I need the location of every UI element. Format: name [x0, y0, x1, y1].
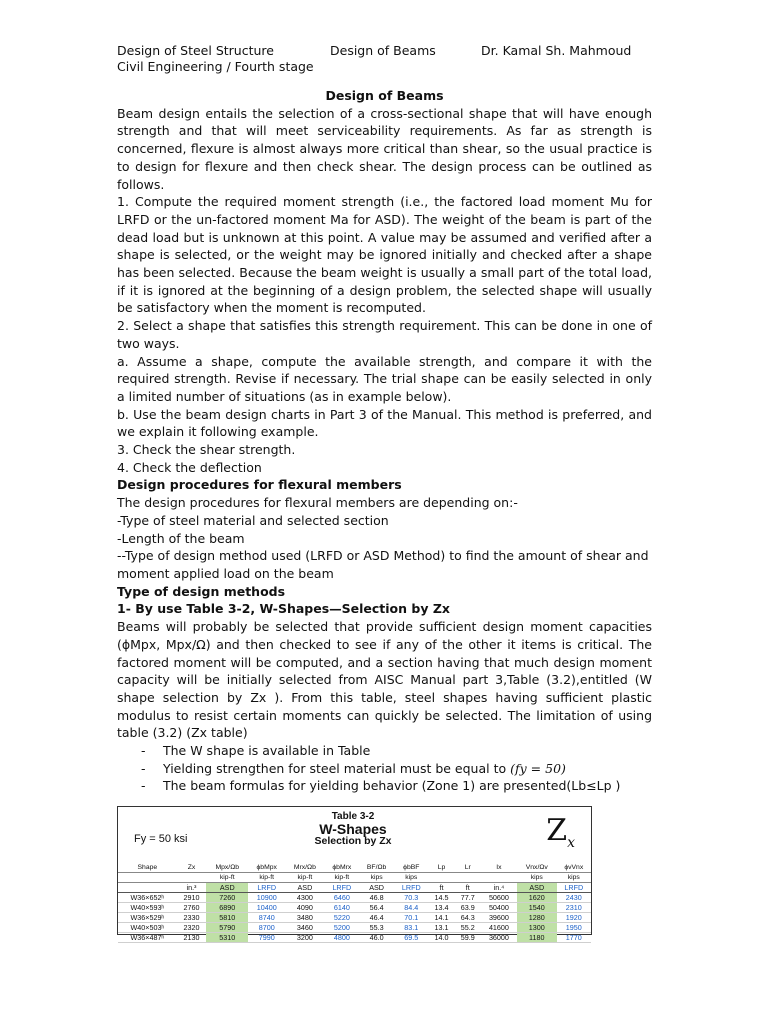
table-subheader-cell: kip-ft	[248, 873, 285, 883]
table-header-cell: Mrx/Ωb	[285, 863, 325, 873]
table-cell: 3200	[285, 933, 325, 943]
table-cell: 2430	[557, 893, 591, 903]
fy-label: Fy = 50 ksi	[134, 833, 188, 845]
heading-table-3-2: 1- By use Table 3-2, W-Shapes—Selection by Zx	[117, 601, 450, 617]
table-cell: 84.4	[394, 903, 428, 913]
table-cell: 1770	[557, 933, 591, 943]
header-course: Design of Steel Structure	[117, 43, 274, 58]
table-cell: 14.1	[428, 913, 454, 923]
table-cell: 55.3	[359, 923, 394, 933]
table-unit-cell: in.³	[177, 883, 207, 893]
table-unit-cell: ASD	[285, 883, 325, 893]
table-cell: 10400	[248, 903, 285, 913]
table-cell: 46.0	[359, 933, 394, 943]
table-row	[118, 913, 591, 923]
table-cell: 7990	[248, 933, 285, 943]
table-header-cell: Ix	[481, 863, 517, 873]
table-header-cell: ϕbMpx	[248, 863, 285, 873]
table-cell: 6140	[325, 903, 359, 913]
table-cell: 1950	[557, 923, 591, 933]
table-cell: 41600	[481, 923, 517, 933]
table-cell: 55.2	[455, 923, 481, 933]
table-cell: 8700	[248, 923, 285, 933]
table-cell: W36×652ʰ	[118, 893, 177, 903]
table-title: Table 3-2 W-Shapes Selection by Zx	[314, 811, 392, 847]
table-cell: W40×593ʰ	[118, 903, 177, 913]
table-cell: W40×503ʰ	[118, 923, 177, 933]
table-cell: 1300	[517, 923, 557, 933]
paragraph-intro: Beam design entails the selection of a cross-sectional shape that will have enough strength and that will meet serviceability requirements. As far as strength is concerned, flexure is almost always more critical than shear, so the usual practice is to design for flexure and then check shear. The design process can be outlined as follows.	[117, 105, 652, 192]
table-cell: 56.4	[359, 903, 394, 913]
table-row	[118, 923, 591, 933]
table-cell: 50400	[481, 903, 517, 913]
table-unit-cell: ft	[455, 883, 481, 893]
table-unit-cell: LRFD	[325, 883, 359, 893]
table-header-cell: Shape	[118, 863, 177, 873]
table-unit-cell: ASD	[517, 883, 557, 893]
list-item: - Yielding strengthen for steel material must be equal to (𝑓𝑦 = 50)	[141, 760, 652, 778]
table-cell: 1920	[557, 913, 591, 923]
table-subheader-cell: kips	[359, 873, 394, 883]
table-unit-cell: LRFD	[248, 883, 285, 893]
table-cell: W36×487ʰ	[118, 933, 177, 943]
table-header-cell: BF/Ωb	[359, 863, 394, 873]
table-subheader-cell: kips	[394, 873, 428, 883]
document-body	[117, 87, 652, 795]
paragraph-step3: 3. Check the shear strength.	[117, 442, 296, 458]
paragraph-step2b: b. Use the beam design charts in Part 3 of the Manual. This method is preferred, and we explain it following example.	[117, 406, 652, 440]
table-cell: 6890	[206, 903, 248, 913]
table-row	[118, 903, 591, 913]
table-cell: 46.4	[359, 913, 394, 923]
paragraph-step2a: a. Assume a shape, compute the available strength, and compare it with the required strength. Revise if necessary. The trial shape can be easily selected in only a limited number of situations (as in example below).	[117, 353, 652, 404]
table-cell: 39600	[481, 913, 517, 923]
table-header-cell: Lr	[455, 863, 481, 873]
heading-design-methods: Type of design methods	[117, 583, 286, 599]
table-header-cell: Mpx/Ωb	[206, 863, 248, 873]
table-cell: 70.1	[394, 913, 428, 923]
table-units-row	[118, 883, 591, 893]
table-cell: 5310	[206, 933, 248, 943]
table-cell: 1620	[517, 893, 557, 903]
table-unit-cell: ft	[428, 883, 454, 893]
table-cell: 77.7	[455, 893, 481, 903]
header-department: Civil Engineering / Fourth stage	[117, 59, 314, 74]
table-cell: 2330	[177, 913, 207, 923]
w-shapes-table-image	[117, 806, 592, 942]
table-header-cell: Vnx/Ωv	[517, 863, 557, 873]
table-subheader-cell	[428, 873, 454, 883]
table-unit-cell: in.⁴	[481, 883, 517, 893]
list-item: - The beam formulas for yielding behavior (Zone 1) are presented(Lb≤Lp )	[141, 777, 652, 795]
table-subheader-cell	[455, 873, 481, 883]
table-cell: 5220	[325, 913, 359, 923]
table-cell: 3460	[285, 923, 325, 933]
table-cell: 1180	[517, 933, 557, 943]
table-cell: 1540	[517, 903, 557, 913]
table-unit-cell: LRFD	[557, 883, 591, 893]
list-item: - The W shape is available in Table	[141, 742, 652, 760]
paragraph-material: -Type of steel material and selected section	[117, 512, 389, 528]
table-cell: 36000	[481, 933, 517, 943]
paragraph-step2: 2. Select a shape that satisfies this strength requirement. This can be done in one of two ways.	[117, 318, 652, 351]
table-cell: 2910	[177, 893, 207, 903]
table-subheader-cell	[118, 873, 177, 883]
table-cell: 4800	[325, 933, 359, 943]
table-cell: 46.8	[359, 893, 394, 903]
table-cell: 5200	[325, 923, 359, 933]
table-unit-cell: ASD	[206, 883, 248, 893]
table-cell: 5810	[206, 913, 248, 923]
table-subheader-cell	[481, 873, 517, 883]
header-author: Dr. Kamal Sh. Mahmoud	[481, 43, 632, 58]
paragraph-procedures: The design procedures for flexural members are depending on:-	[117, 495, 518, 511]
w-shapes-table	[118, 863, 591, 943]
table-subheader-cell	[177, 873, 207, 883]
table-unit-cell: LRFD	[394, 883, 428, 893]
table-cell: 2320	[177, 923, 207, 933]
table-header-cell: Lp	[428, 863, 454, 873]
table-cell: 5790	[206, 923, 248, 933]
table-cell: 63.9	[455, 903, 481, 913]
paragraph-method: --Type of design method used (LRFD or ASD Method) to find the amount of shear and moment applied load on the beam	[117, 548, 649, 581]
table-cell: 4090	[285, 903, 325, 913]
limitations-list	[117, 742, 652, 795]
table-header-cell: ϕbBF	[394, 863, 428, 873]
fy-formula: (𝑓𝑦 = 50)	[510, 760, 566, 776]
table-subheader-cell: kip-ft	[285, 873, 325, 883]
table-cell: 14.5	[428, 893, 454, 903]
zx-symbol: $Z_x$	[546, 813, 575, 851]
table-cell: 13.4	[428, 903, 454, 913]
table-cell: 83.1	[394, 923, 428, 933]
table-cell: 14.0	[428, 933, 454, 943]
table-cell: 8740	[248, 913, 285, 923]
table-header-cell: ϕbMrx	[325, 863, 359, 873]
table-cell: 6460	[325, 893, 359, 903]
table-row	[118, 933, 591, 943]
table-cell: 3480	[285, 913, 325, 923]
table-cell: 69.5	[394, 933, 428, 943]
paragraph-length: -Length of the beam	[117, 530, 245, 546]
paragraph-zx-selection: Beams will probably be selected that provide sufficient design moment capacities (ϕMpx, Mpx/Ω) and then checked to see if any of the other it items is critical. The factored moment will be computed, and a section having that much design moment capacity will be initially selected from AISC Manual part 3,Table (3.2),entitled (W shape selection by Zx ). From this table, steel shapes having sufficient plastic modulus to resist certain moments can quickly be selected. The limitation of using table (3.2) (Zx table)	[117, 619, 652, 741]
table-cell: 64.3	[455, 913, 481, 923]
page-title: Design of Beams	[325, 88, 444, 103]
table-header-cell: ϕvVnx	[557, 863, 591, 873]
table-cell: 13.1	[428, 923, 454, 933]
paragraph-step1: 1. Compute the required moment strength (i.e., the factored load moment Mu for LRFD or the un-factored moment Ma for ASD). The weight of the beam is part of the dead load but is unknown at this point. A value may be assumed and verified after a shape is selected, or the weight may be ignored initially and checked after a shape has been selected. Because the beam weight is usually a small part of the total load, if it is ignored at the beginning of a design problem, the selected shape will usually be satisfactory when the moment is recomputed.	[117, 194, 652, 316]
table-cell: W36×529ʰ	[118, 913, 177, 923]
table-unit-cell	[118, 883, 177, 893]
table-cell: 70.3	[394, 893, 428, 903]
table-header-cell: Zx	[177, 863, 207, 873]
table-cell: 10900	[248, 893, 285, 903]
table-unit-cell: ASD	[359, 883, 394, 893]
table-cell: 59.9	[455, 933, 481, 943]
header-topic: Design of Beams	[330, 43, 436, 58]
paragraph-step4: 4. Check the deflection	[117, 459, 262, 475]
table-subheader-cell: kips	[557, 873, 591, 883]
table-subheader-cell: kips	[517, 873, 557, 883]
table-subheader-cell: kip-ft	[325, 873, 359, 883]
table-cell: 2760	[177, 903, 207, 913]
table-cell: 7260	[206, 893, 248, 903]
table-cell: 50600	[481, 893, 517, 903]
heading-design-procedures: Design procedures for flexural members	[117, 477, 402, 493]
table-row	[118, 893, 591, 903]
table-cell: 2310	[557, 903, 591, 913]
table-cell: 1280	[517, 913, 557, 923]
table-cell: 2130	[177, 933, 207, 943]
table-subheader-cell: kip-ft	[206, 873, 248, 883]
table-cell: 4300	[285, 893, 325, 903]
